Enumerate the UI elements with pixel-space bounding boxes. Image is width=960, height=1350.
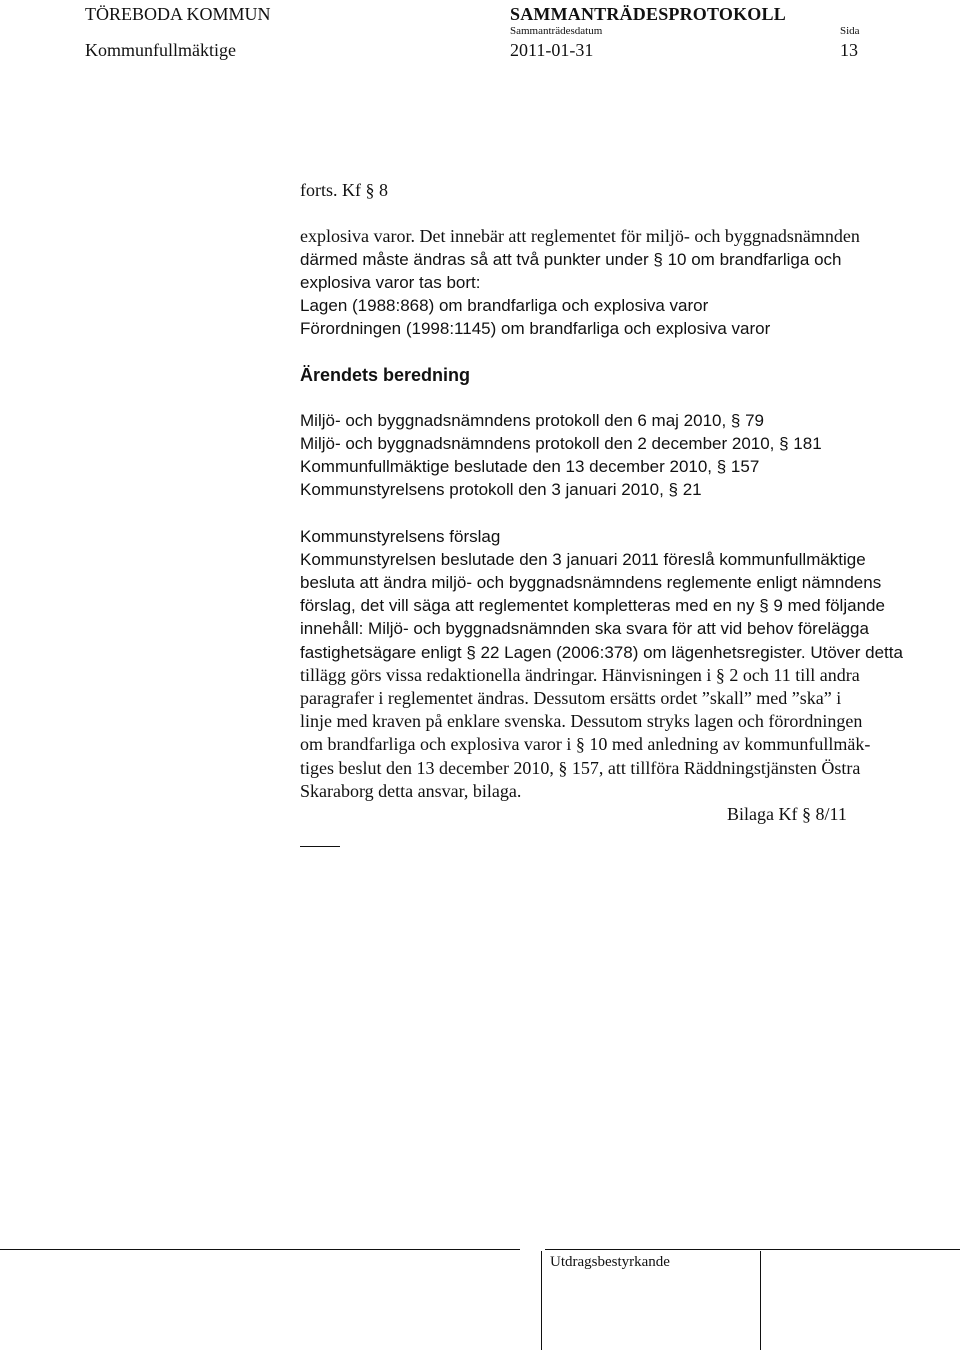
page-label: Sida: [840, 25, 860, 37]
footer-rule: [0, 1249, 520, 1250]
forslag-line: fastighetsägare enligt § 22 Lagen (2006:378) om lägenhetsregister. Utöver detta: [300, 643, 903, 662]
forslag-line: besluta att ändra miljö- och byggnadsnämndens reglemente enligt nämndens: [300, 573, 882, 592]
beredning-line: Kommunfullmäktige beslutade den 13 december 2010, § 157: [300, 457, 760, 476]
footer-divider: [541, 1251, 542, 1350]
forslag-line: förslag, det vill säga att reglementet kompletteras med en ny § 9 med följande: [300, 596, 885, 615]
date-label: Sammanträdesdatum: [510, 25, 603, 37]
beredning-line: Kommunstyrelsens protokoll den 3 januari 2010, § 21: [300, 480, 702, 499]
forslag-line: tillägg görs vissa redaktionella ändringar. Hänvisningen i § 2 och 11 till andra: [300, 665, 860, 685]
forslag-line: om brandfarliga och explosiva varor i § 10 med anledning av kommunfullmäk-: [300, 734, 871, 754]
intro-line: Lagen (1988:868) om brandfarliga och explosiva varor: [300, 296, 709, 315]
attachment-reference: Bilaga Kf § 8/11: [727, 804, 847, 824]
meeting-date: 2011-01-31: [510, 40, 594, 60]
beredning-line: Miljö- och byggnadsnämndens protokoll den 2 december 2010, § 181: [300, 434, 822, 453]
continuation-label: forts. Kf § 8: [300, 180, 388, 200]
footer-rule: [545, 1249, 960, 1250]
forslag-line: Kommunstyrelsen beslutade den 3 januari 2011 föreslå kommunfullmäktige: [300, 550, 866, 569]
end-rule: [300, 846, 340, 847]
page-number: 13: [840, 40, 858, 60]
intro-line: explosiva varor. Det innebär att reglementet för miljö- och byggnadsnämnden: [300, 226, 860, 246]
organization-name: TÖREBODA KOMMUN: [85, 4, 271, 24]
forslag-line: paragrafer i reglementet ändras. Dessutom ersätts ordet ”skall” med ”ska” i: [300, 688, 842, 708]
forslag-line: linje med kraven på enklare svenska. Dessutom stryks lagen och förordningen: [300, 711, 863, 731]
forslag-line: tiges beslut den 13 december 2010, § 157, att tillföra Räddningstjänsten Östra: [300, 758, 861, 778]
certification-label: Utdragsbestyrkande: [550, 1254, 670, 1270]
forslag-line: Skaraborg detta ansvar, bilaga.: [300, 781, 522, 801]
document-type: SAMMANTRÄDESPROTOKOLL: [510, 4, 786, 24]
section-heading-forslag: Kommunstyrelsens förslag: [300, 527, 501, 546]
intro-line: explosiva varor tas bort:: [300, 273, 481, 292]
footer-divider: [760, 1251, 761, 1350]
forslag-line: innehåll: Miljö- och byggnadsnämnden ska svara för att vid behov förelägga: [300, 619, 869, 638]
beredning-line: Miljö- och byggnadsnämndens protokoll den 6 maj 2010, § 79: [300, 411, 765, 430]
intro-line: Förordningen (1998:1145) om brandfarliga och explosiva varor: [300, 319, 771, 338]
body-name: Kommunfullmäktige: [85, 40, 236, 60]
section-heading-beredning: Ärendets beredning: [300, 365, 471, 385]
intro-line: därmed måste ändras så att två punkter under § 10 om brandfarliga och: [300, 250, 842, 269]
